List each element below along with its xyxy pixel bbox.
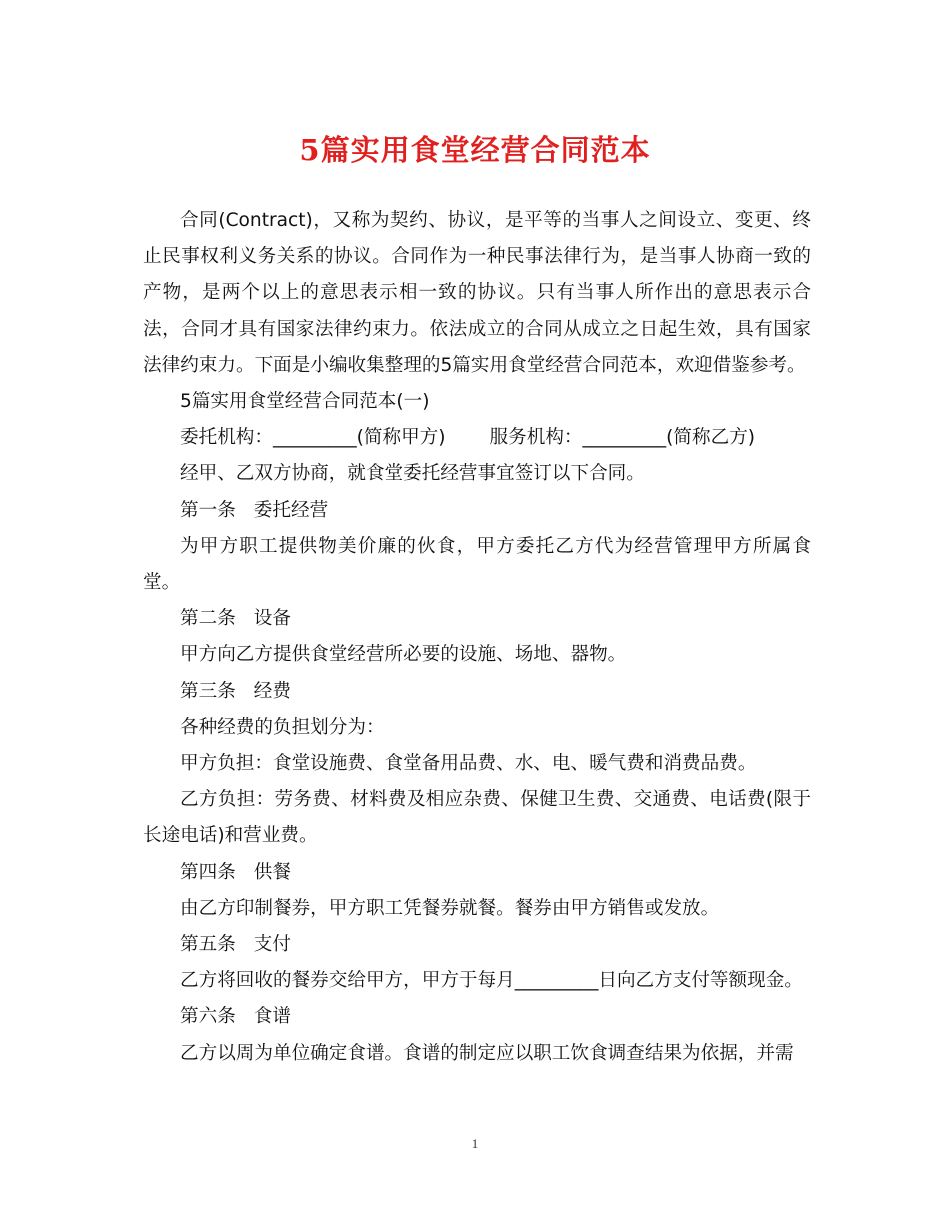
article-number: 第六条 — [180, 1006, 236, 1028]
article-number: 第五条 — [180, 934, 236, 956]
article-title: 支付 — [253, 934, 291, 956]
article-1-text: 为甲方职工提供物美价廉的伙食，甲方委托乙方代为经营管理甲方所属食堂。 — [143, 535, 811, 594]
article-1-heading — [143, 493, 811, 529]
preamble-paragraph: 经甲、乙双方协商，就食堂委托经营事宜签订以下合同。 — [180, 463, 645, 485]
document-title: 5篇实用食堂经营合同范本 — [299, 133, 651, 167]
article-title: 委托经营 — [253, 499, 329, 521]
article-4-heading — [143, 855, 811, 891]
intro-paragraph: 合同(Contract)，又称为契约、协议，是平等的当事人之间设立、变更、终止民事权利义务关系的协议。合同作为一种民事法律行为，是当事人协商一致的产物，是两个以上的意思表示相一致的协议。只有当事人所作出的意思表示合法，合同才具有国家法律约束力。依法成立的合同从成立之日起生效，具有国家法律约束力。下面是小编收集整理的5篇实用食堂经营合同范本，欢迎借鉴参考。 — [143, 210, 811, 376]
parties-line — [143, 420, 811, 456]
article-number: 第二条 — [180, 608, 236, 630]
article-5-text: 乙方将回收的餐券交给甲方，甲方于每月_________日向乙方支付等额现金。 — [180, 970, 803, 992]
service-party: 服务机构：_________(简称乙方) — [489, 427, 756, 449]
document-body — [143, 203, 811, 1072]
entrusting-party: 委托机构：_________(简称甲方) — [180, 427, 446, 449]
article-title: 食谱 — [253, 1006, 291, 1028]
article-number: 第四条 — [180, 861, 236, 883]
section-heading: 5篇实用食堂经营合同范本(一) — [180, 391, 430, 413]
article-2-heading — [143, 601, 811, 637]
article-2-text: 甲方向乙方提供食堂经营所必要的设施、场地、器物。 — [180, 644, 627, 666]
article-6-heading — [143, 999, 811, 1035]
page-number: 1 — [471, 1136, 479, 1151]
article-3-party-a: 甲方负担：食堂设施费、食堂备用品费、水、电、暖气费和消费品费。 — [180, 753, 757, 775]
article-3-party-b: 乙方负担：劳务费、材料费及相应杂费、保健卫生费、交通费、电话费(限于长途电话)和营业费。 — [143, 789, 811, 847]
article-4-text: 由乙方印制餐券，甲方职工凭餐券就餐。餐券由甲方销售或发放。 — [180, 897, 720, 919]
article-title: 供餐 — [253, 861, 291, 883]
article-3-intro: 各种经费的负担划分为： — [180, 716, 385, 738]
article-title: 经费 — [253, 680, 291, 702]
article-number: 第三条 — [180, 680, 236, 702]
article-3-heading — [143, 674, 811, 710]
article-6-text: 乙方以周为单位确定食谱。食谱的制定应以职工饮食调查结果为依据，并需 — [180, 1042, 794, 1064]
article-title: 设备 — [253, 608, 291, 630]
article-number: 第一条 — [180, 499, 236, 521]
article-5-heading — [143, 927, 811, 963]
